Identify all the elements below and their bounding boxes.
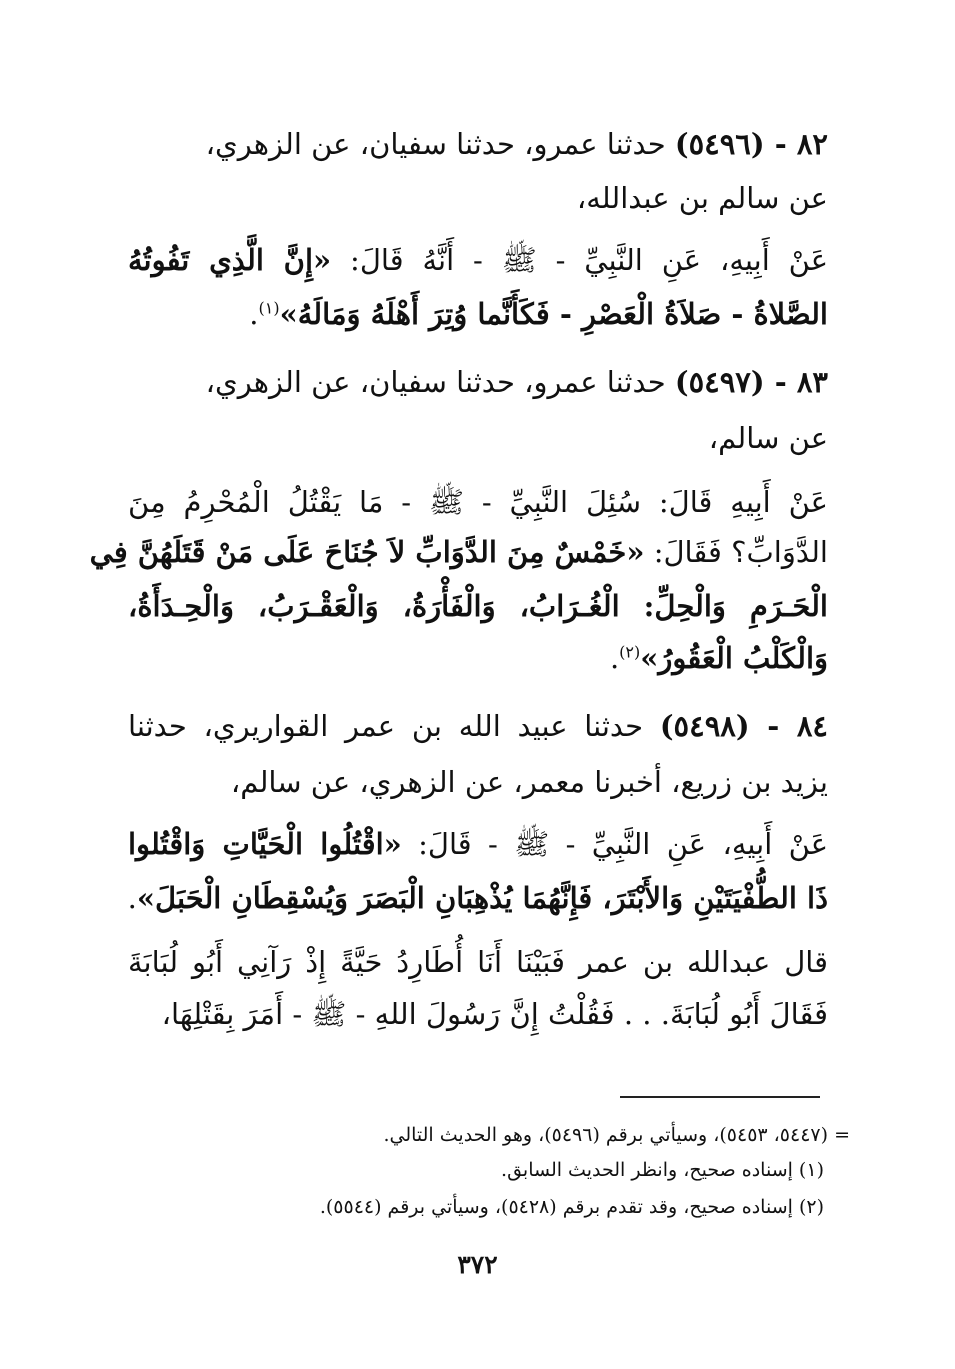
hadith-82-matn-2: الصَّلاةُ - صَلاَةُ الْعَصْرِ - فَكَأَنَّما وُتِرَ أَهْلَهُ وَمَالَهُ» — [279, 297, 828, 331]
hadith-84-isnad-2: يزيد بن زريع، أخبرنا معمر، عن الزهري، عن سالم، — [230, 765, 828, 799]
hadith-83-number: ٨٣ - (٥٤٩٧) — [674, 365, 828, 399]
footnote-divider — [620, 1096, 820, 1098]
hadith-84-matn-line-1 — [128, 822, 828, 866]
hadith-84-line-1-plain: عَنْ أَبِيهِ، عَنِ النَّبِيِّ - ﷺ - قَالَ: — [418, 827, 828, 861]
hadith-82-matn-line-2 — [128, 292, 828, 336]
footnote-continuation: = (٥٤٤٧، ٥٤٥٣)، وسيأتي برقم (٥٤٩٦)، وهو الحديث التالي. — [383, 1124, 850, 1146]
page-number: ٣٧٢ — [457, 1250, 498, 1279]
hadith-84-matn-line-2 — [128, 876, 828, 920]
hadith-83-line-4: وَالْكَلْبُ الْعَقُورُ» — [640, 641, 828, 675]
hadith-82-isnad-line-1 — [128, 122, 828, 166]
hadith-82-matn-line-1 — [128, 238, 828, 282]
footnote-ref-2: (٢) — [619, 642, 641, 662]
hadith-83-end: . — [609, 641, 620, 675]
hadith-83-isnad-1: حدثنا عمرو، حدثنا سفيان، عن الزهري، — [205, 365, 666, 399]
hadith-82-isnad-2: عن سالم بن عبدالله، — [576, 181, 828, 215]
hadith-83-line-3: الْحَـرَمِ وَالْحِلِّ: الْغُـرَابُ، وَالْفَأْرَةُ، وَالْعَقْـرَبُ، وَالْحِـدَأَةُ، — [128, 589, 828, 623]
hadith-82-isnad-line-2 — [128, 176, 828, 220]
hadith-83-line-1: عَنْ أَبِيهِ قَالَ: سُئِلَ النَّبِيِّ - ﷺ - مَا يَقْتُلُ الْمُحْرِمُ مِنَ — [128, 485, 828, 519]
hadith-84-report-line-2 — [128, 992, 828, 1036]
hadith-84-line-4: فَقَالَ أَبُو لُبَابَةَ. . . فَقُلْتُ إِنَّ رَسُولَ اللهِ - ﷺ - أَمَرَ بِقَتْلِهَا، — [161, 997, 828, 1031]
hadith-84-end: . — [127, 881, 137, 915]
hadith-84-line-1-bold: «اقْتُلُوا الْحَيَّاتِ وَاقْتُلوا — [128, 827, 402, 861]
hadith-83-line-2-plain: الدَّوَابِّ؟ فَقَالَ: — [653, 535, 828, 569]
hadith-83-matn-line-4 — [128, 636, 828, 680]
hadith-82-number: ٨٢ - (٥٤٩٦) — [674, 127, 828, 161]
hadith-84-isnad-line-2 — [128, 760, 828, 804]
hadith-84-isnad-line-1 — [128, 704, 828, 748]
hadith-82-matn-1: «إِنَّ الَّذِي تَفُوتُهُ — [128, 243, 332, 277]
hadith-83-isnad-2: عن سالم، — [708, 421, 828, 455]
footnote-2: (٢) إسناده صحيح، وقد تقدم برقم (٥٤٢٨)، وسيأتي برقم (٥٥٤٤). — [319, 1196, 824, 1218]
hadith-82-matn-intro: عَنْ أَبِيهِ، عَنِ النَّبِيِّ - ﷺ - أَنَّهُ قَالَ: — [350, 243, 829, 277]
hadith-82-isnad-1: حدثنا عمرو، حدثنا سفيان، عن الزهري، — [205, 127, 666, 161]
footnote-1: (١) إسناده صحيح، وانظر الحديث السابق. — [501, 1159, 824, 1181]
hadith-82-end: . — [249, 297, 259, 331]
hadith-84-isnad-1: حدثنا عبيد الله بن عمر القواريري، حدثنا — [128, 709, 644, 743]
hadith-83-isnad-line-1 — [128, 360, 828, 404]
footnote-ref-1: (١) — [258, 298, 280, 318]
hadith-84-number: ٨٤ - (٥٤٩٨) — [659, 709, 829, 743]
hadith-83-matn-line-1 — [128, 480, 828, 524]
hadith-84-report-line-1 — [128, 940, 828, 984]
hadith-83-matn-line-2 — [89, 530, 828, 574]
hadith-84-line-3: قال عبدالله بن عمر فَبَيْنَا أَنَا أُطَارِدُ حَيَّةً إِذْ رَآنِي أَبُو لُبَابَةَ — [128, 945, 828, 979]
hadith-83-isnad-line-2 — [128, 416, 828, 460]
hadith-83-matn-line-3 — [128, 584, 828, 628]
hadith-83-line-2-bold: «خَمْسٌ مِنَ الدَّوَابِّ لاَ جُنَاحَ عَلَى مَنْ قَتَلَهُنَّ فِي — [89, 535, 645, 569]
hadith-84-line-2: ذَا الطُّفْيَتَيْنِ وَالأَبْتَرَ، فَإِنَّهُمَا يُذْهِبَانِ الْبَصَرَ وَيُسْقِطَانِ الْحَبَلَ» — [136, 881, 828, 915]
